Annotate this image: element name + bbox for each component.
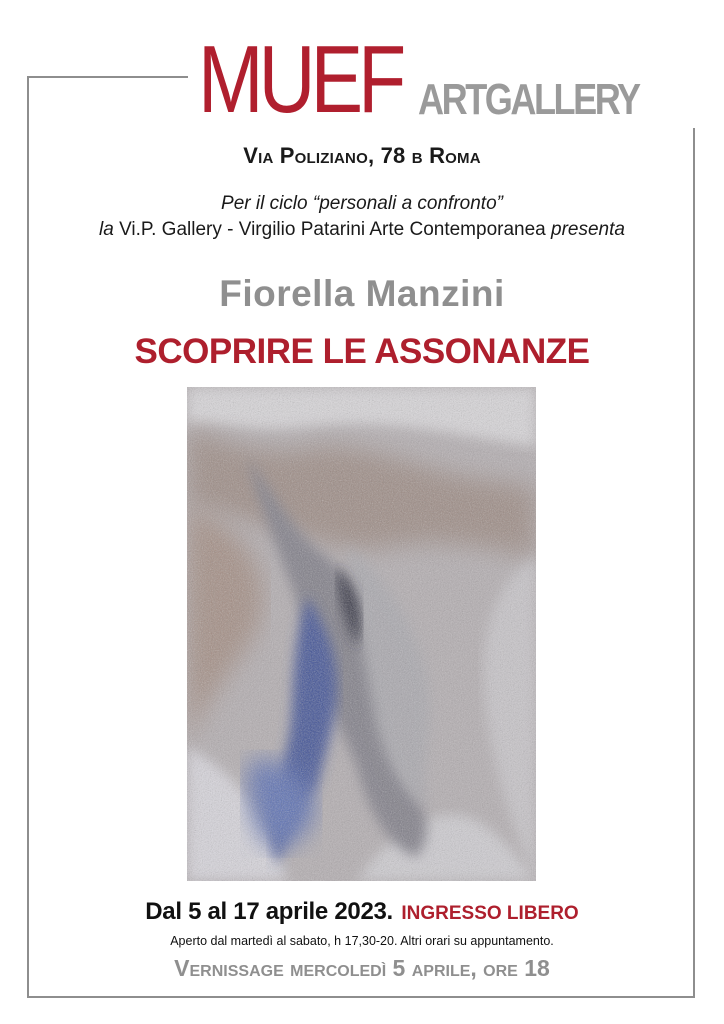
exhibition-title: SCOPRIRE LE ASSONANZE	[134, 332, 590, 371]
intro-line-2	[0, 219, 724, 241]
opening-hours: Aperto dal martedì al sabato, h 17,30-20. Altri orari su appuntamento.	[170, 934, 554, 948]
intro-line-1: Per il ciclo “personali a confronto”	[221, 193, 503, 214]
artist-name: Fiorella Manzini	[219, 273, 505, 314]
gallery-address: Via Poliziano, 78 b Roma	[243, 143, 481, 168]
vernissage-info: Vernissage mercoledì 5 aprile, ore 18	[174, 955, 550, 981]
intro-gallery-name: Vi.P. Gallery - Virgilio Patarini Arte Contemporanea	[113, 219, 552, 240]
logo-muef: MUEF	[198, 26, 402, 133]
artwork-image	[187, 387, 536, 881]
gallery-logo	[188, 18, 697, 133]
intro-suffix: presenta	[551, 219, 625, 240]
logo-artgallery: ARTGALLERY	[417, 75, 639, 124]
artwork-painting	[187, 387, 536, 881]
intro-prefix: la	[99, 219, 114, 240]
date-range: Dal 5 al 17 aprile 2023.	[145, 898, 393, 925]
free-entry-label: INGRESSO LIBERO	[401, 903, 579, 924]
exhibition-dates	[0, 898, 724, 926]
